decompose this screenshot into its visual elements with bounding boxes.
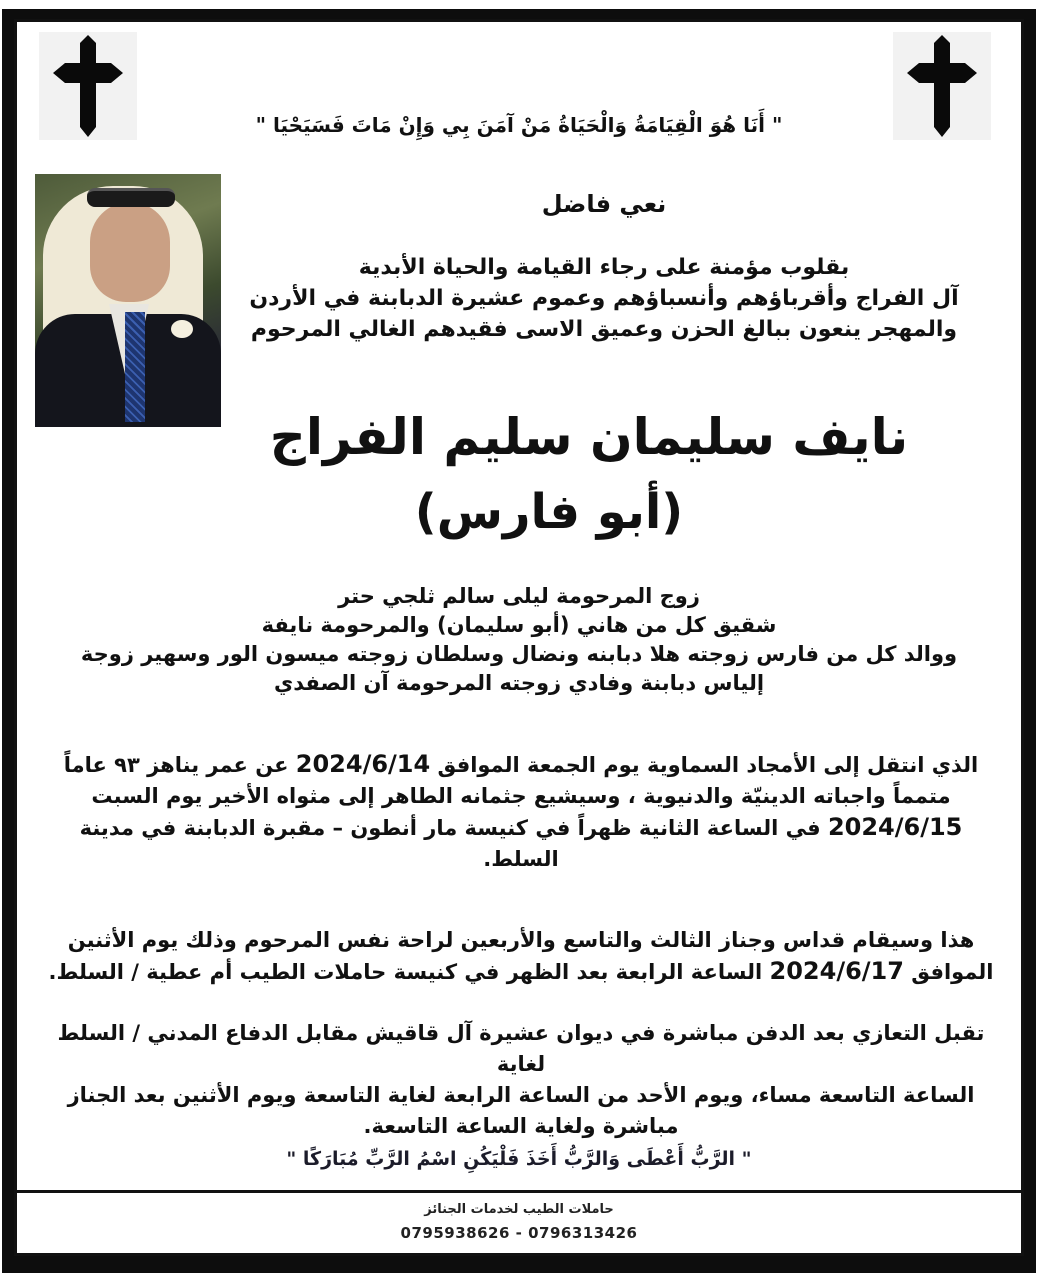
death-funeral-paragraph <box>39 749 1003 875</box>
deceased-alias: (أبو فارس) <box>414 484 684 540</box>
cross-icon-left <box>39 32 137 140</box>
cross-icon-right <box>893 32 991 140</box>
death-line-3 <box>39 812 1003 844</box>
photo-agal <box>87 188 175 207</box>
family-line: زوج المرحومة ليلى سالم ثلجي حتر <box>338 584 700 608</box>
family-line: إلياس دبابنة وفادي زوجته المرحومة آن الصفدي <box>273 671 765 695</box>
footer-divider <box>17 1190 1021 1193</box>
photo-boutonniere <box>171 320 193 338</box>
funeral-company-phones: 0795938626 - 0796313426 <box>400 1224 638 1242</box>
mass-text: الموافق <box>911 960 994 984</box>
condolence-line: مباشرة ولغاية الساعة التاسعة. <box>363 1114 679 1138</box>
intro-line: آل الفراج وأقرباؤهم وأنسباؤهم وعموم عشيرة الدبابنة في الأردن <box>249 286 959 311</box>
condolence-line: تقبل التعازي بعد الدفن مباشرة في ديوان عشيرة آل قاقيش مقابل الدفاع المدني / السلط لغاية <box>57 1021 985 1076</box>
death-line-2: متمماً واجباته الدينيّة والدنيوية ، وسيشيع جثمانه الطاهر إلى مثواه الأخير يوم السبت <box>91 784 951 808</box>
family-relations <box>37 582 1001 698</box>
mass-date: 2024/6/17 <box>769 957 904 985</box>
deceased-photo <box>35 174 221 427</box>
opening-verse: " أَنَا هُوَ الْقِيَامَةُ وَالْحَيَاةُ مَنْ آمَنَ بِي وَإِنْ مَاتَ فَسَيَحْيَا " <box>255 113 783 137</box>
obituary-sheet <box>14 19 1024 1256</box>
mass-line-2 <box>39 956 1003 988</box>
death-text: الذي انتقل إلى الأمجاد السماوية يوم الجمعة الموافق <box>437 753 979 777</box>
cross-icon <box>51 33 125 139</box>
announcement-intro <box>237 252 971 345</box>
mass-line-1: هذا وسيقام قداس وجناز الثالث والتاسع والأربعين لراحة نفس المرحوم وذلك يوم الأثنين <box>67 928 975 952</box>
family-line: شقيق كل من هاني (أبو سليمان) والمرحومة نايفة <box>261 613 777 637</box>
closing-verse: " الرَّبُّ أَعْطَى وَالرَّبُّ أَخَذَ فَلْيَكُنِ اسْمُ الرَّبِّ مُبَارَكًا " <box>286 1148 752 1170</box>
photo-face <box>90 202 170 302</box>
photo-tie <box>125 312 145 422</box>
intro-line: والمهجر ينعون ببالغ الحزن وعميق الاسى فقيدهم الغالي المرحوم <box>250 317 958 342</box>
death-date: 2024/6/14 <box>295 750 431 778</box>
death-line-4: السلط. <box>483 847 559 871</box>
condolence-line: الساعة التاسعة مساء، ويوم الأحد من الساعة الرابعة لغاية التاسعة ويوم الأثنين بعد الجناز <box>67 1083 975 1107</box>
memorial-mass-paragraph <box>39 925 1003 988</box>
announcement-title: نعي فاضل <box>541 190 667 218</box>
intro-line: بقلوب مؤمنة على رجاء القيامة والحياة الأبدية <box>358 255 850 280</box>
family-line: ووالد كل من فارس زوجته هلا دبابنه ونضال وسلطان زوجته ميسون الور وسهير زوجة <box>80 642 958 666</box>
funeral-company-name: حاملات الطيب لخدمات الجنائز <box>424 1202 614 1217</box>
deceased-name: نايف سليمان سليم الفراج <box>269 408 909 466</box>
death-line-1 <box>39 749 1003 781</box>
condolences-paragraph <box>39 1018 1003 1142</box>
funeral-date: 2024/6/15 <box>827 813 963 841</box>
mass-location: الساعة الرابعة بعد الظهر في كنيسة حاملات الطيب أم عطية / السلط. <box>48 960 763 984</box>
age-text: عن عمر يناهز ٩٣ عاماً <box>63 753 289 777</box>
cross-icon <box>905 33 979 139</box>
funeral-location: في الساعة الثانية ظهراً في كنيسة مار أنطون – مقبرة الدبابنة في مدينة <box>79 816 821 840</box>
